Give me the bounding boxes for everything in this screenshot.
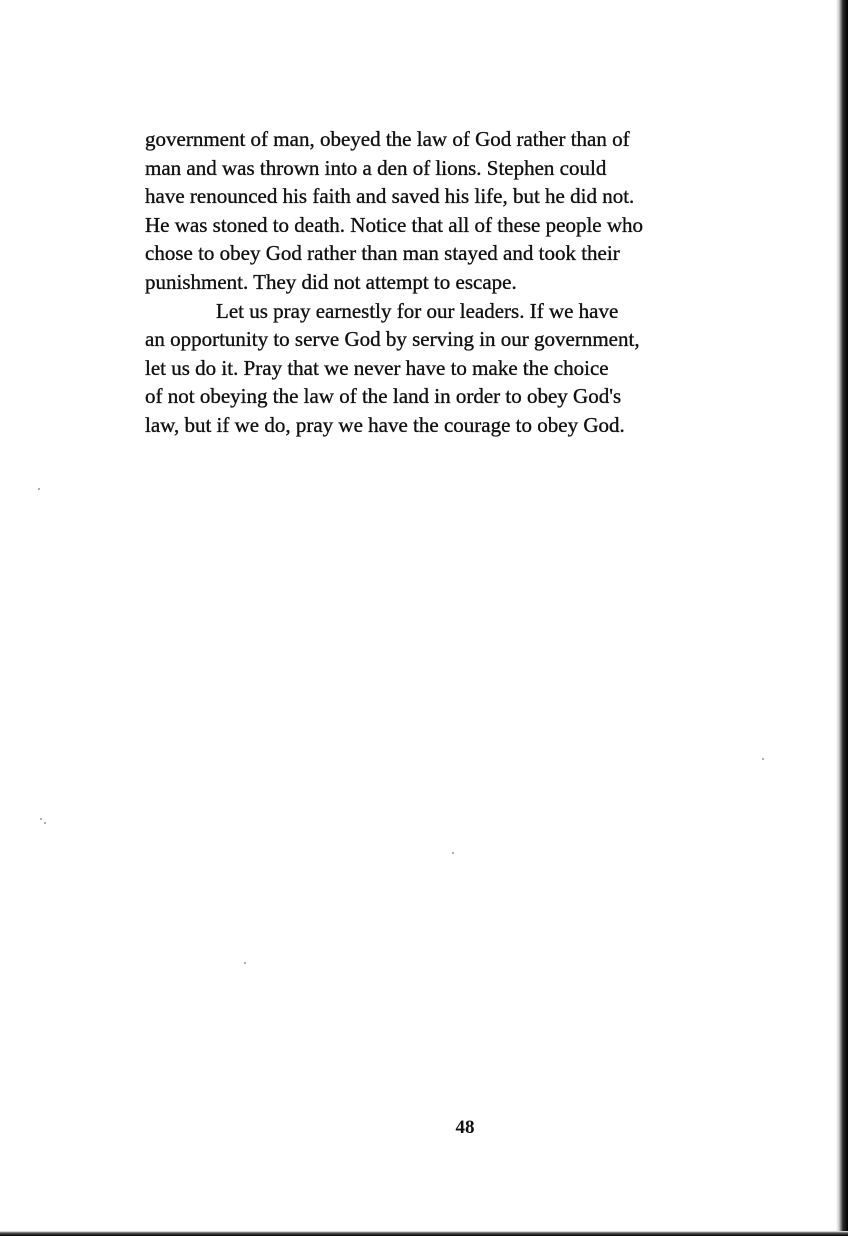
text-line: an opportunity to serve God by serving in our government,: [145, 327, 640, 352]
scan-speck: [38, 488, 40, 490]
scan-speck: [44, 822, 46, 824]
scan-speck: [762, 758, 764, 760]
paragraph-first-line: Let us pray earnestly for our leaders. If we have: [216, 298, 619, 323]
page-bottom-edge: [0, 1231, 848, 1236]
text-line: man and was thrown into a den of lions. Stephen could: [145, 155, 607, 180]
text-line: let us do it. Pray that we never have to make the choice: [145, 355, 609, 380]
page-edge-shadow: [836, 0, 848, 1236]
text-line: of not obeying the law of the land in order to obey God's: [145, 384, 622, 409]
text-line: have renounced his faith and saved his life, but he did not.: [145, 184, 635, 209]
text-line: He was stoned to death. Notice that all of these people who: [145, 212, 644, 237]
scan-speck: [40, 818, 42, 820]
scan-speck: [452, 852, 454, 854]
text-line: punishment. They did not attempt to escape.: [145, 269, 517, 294]
scan-speck: [244, 962, 246, 964]
text-line: law, but if we do, pray we have the courage to obey God.: [145, 412, 625, 437]
text-line: chose to obey God rather than man stayed and took their: [145, 241, 620, 266]
body-text: [145, 125, 825, 440]
page-number: 48: [455, 1117, 475, 1138]
text-line: government of man, obeyed the law of God rather than of: [145, 127, 630, 151]
